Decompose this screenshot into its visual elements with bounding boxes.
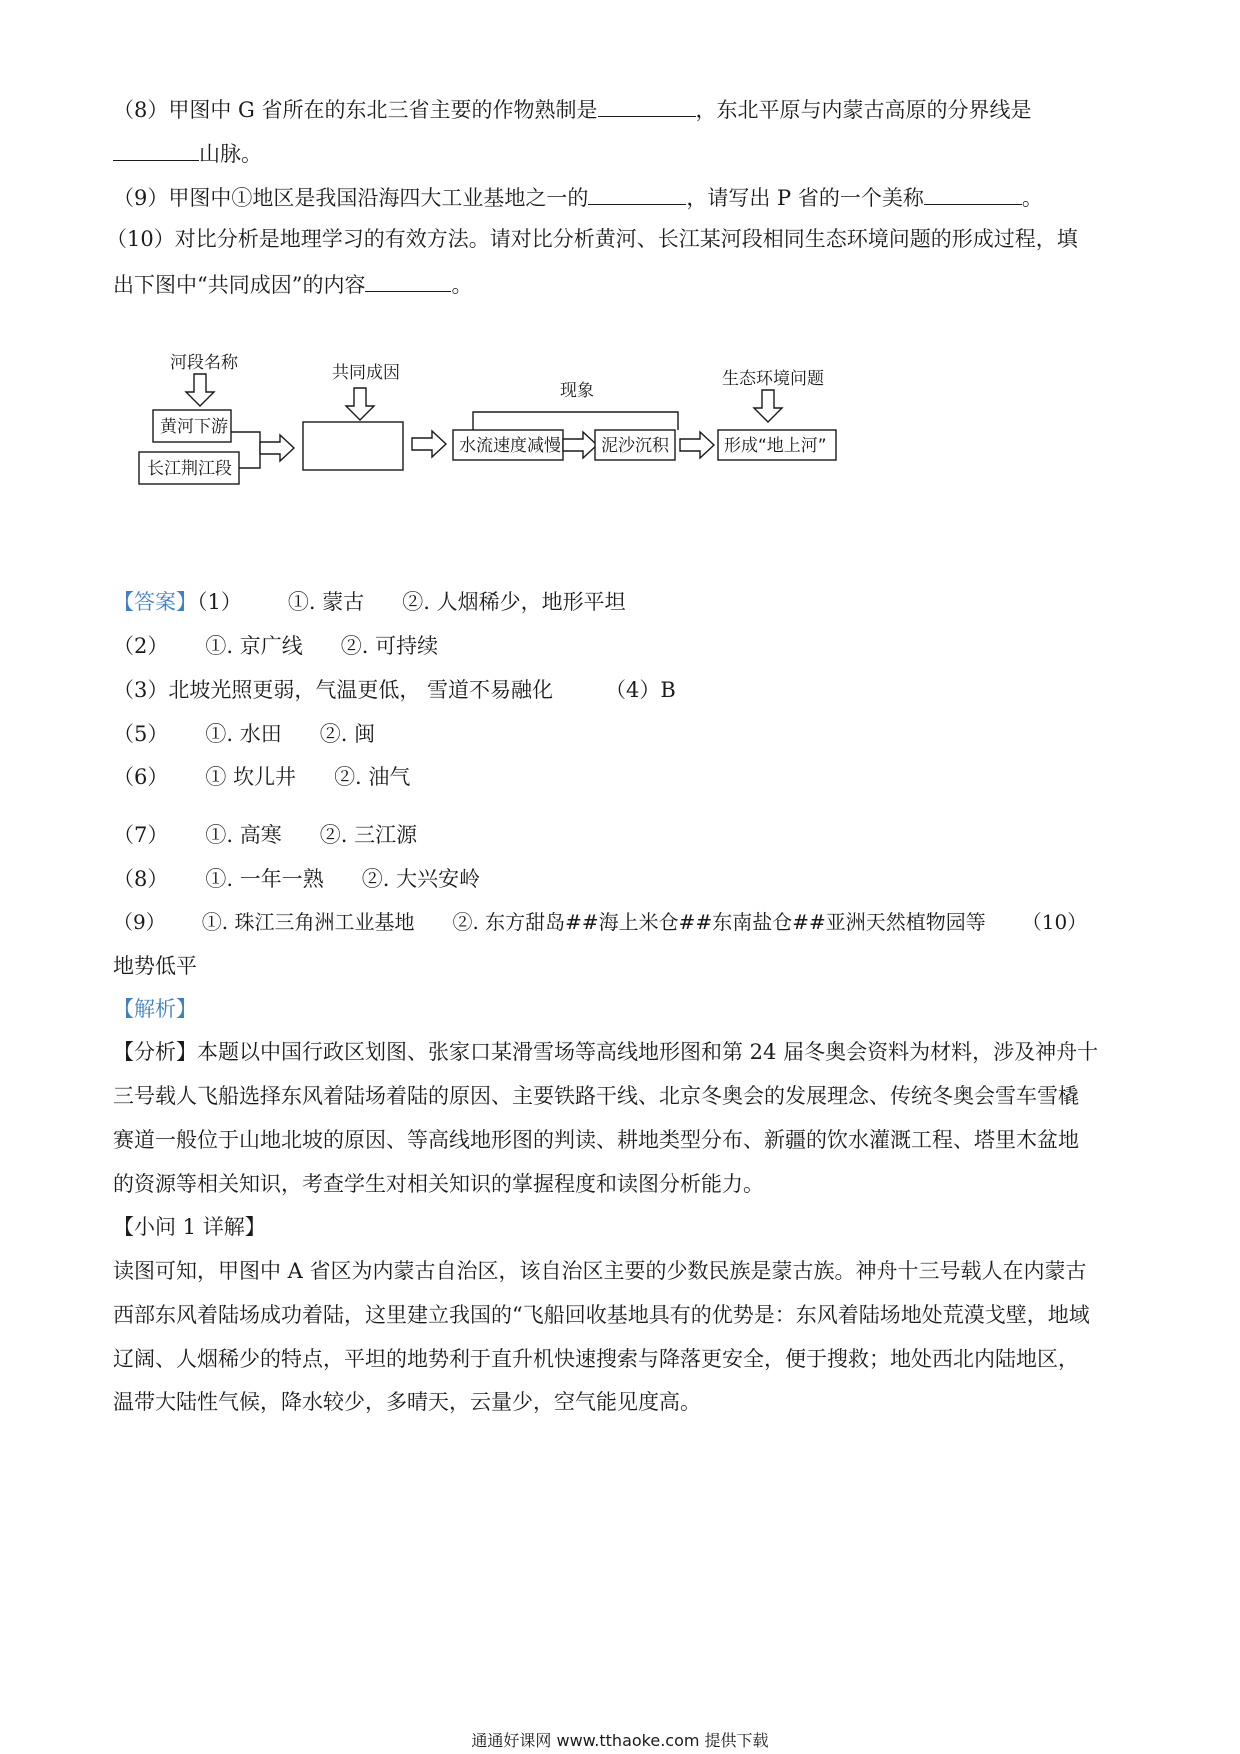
answer-5-line: （5） ①. 水田 ②. 闽 — [113, 722, 376, 746]
sediment-label: 泥沙沉积 — [601, 436, 669, 456]
right-arrow-icon — [260, 435, 294, 461]
water-slow-label: 水流速度减慢 — [459, 436, 561, 456]
answer-6-line: （6） ① 坎儿井 ②. 油气 — [113, 765, 411, 789]
down-arrow-icon — [346, 388, 374, 420]
eco-problem-label: 生态环境问题 — [722, 369, 824, 389]
answer-9-line: （9） ①. 珠江三角洲工业基地 ②. 东方甜岛##海上米仓##东南盐仓##亚洲天然植物园等 （10） — [113, 910, 1088, 934]
q9-line: （9）甲图中①地区是我国沿海四大工业基地之一的 ，请写出 P 省的一个美称 。 — [113, 186, 1043, 210]
answer-2-line: （2） ①. 京广线 ②. 可持续 — [113, 634, 439, 658]
sub-question-1-text-3: 辽阔、人烟稀少的特点，平坦的地势利于直升机快速搜索与降落更安全，便于搜救；地处西北内陆地区， — [113, 1347, 1079, 1371]
answer-7-line: （7） ①. 高寒 ②. 三江源 — [113, 823, 418, 847]
yangtze-label: 长江荆江段 — [147, 459, 232, 479]
answer-10-line: 地势低平 — [113, 954, 197, 978]
analysis-text-4: 的资源等相关知识，考查学生对相关知识的掌握程度和读图分析能力。 — [113, 1172, 764, 1196]
q8-line-2: 山脉。 — [113, 142, 262, 165]
answer-3-line: （3）北坡光照更弱，气温更低， 雪道不易融化 （4）B — [113, 678, 676, 702]
right-arrow-icon — [563, 432, 597, 458]
phenomenon-bracket — [473, 412, 678, 430]
answer-blank — [924, 186, 1022, 205]
common-cause-blank-box — [303, 422, 403, 470]
q10-line-1: （10）对比分析是地理学习的有效方法。请对比分析黄河、长江某河段相同生态环境问题的形成过程，填 — [106, 227, 1078, 251]
suspended-river-label: 形成“地上河” — [724, 436, 827, 456]
right-arrow-icon — [680, 432, 714, 458]
sub-question-1-text-2: 西部东风着陆场成功着陆，这里建立我国的“飞船回收基地具有的优势是：东风着陆场地处荒漠戈壁，地域 — [113, 1303, 1090, 1327]
cause-flow-diagram — [147, 353, 950, 560]
answer-blank — [598, 98, 696, 117]
phenomenon-label: 现象 — [560, 381, 594, 401]
footer: 通通好课网 www.tthaoke.com 提供下载 — [471, 1731, 769, 1750]
analysis-text-3: 赛道一般位于山地北坡的原因、等高线地形图的判读、耕地类型分布、新疆的饮水灌溉工程、塔里木盆地 — [113, 1128, 1079, 1152]
right-arrow-icon — [412, 431, 446, 457]
sub-question-1-text-4: 温带大陆性气候，降水较少，多晴天，云量少，空气能见度高。 — [113, 1390, 701, 1414]
analysis-label: 【解析】 — [113, 997, 197, 1021]
sub-question-1-title: 【小问 1 详解】 — [113, 1215, 266, 1239]
river-section-label: 河段名称 — [170, 353, 238, 373]
q8-line-1: （8）甲图中 G 省所在的东北三省主要的作物熟制是 ，东北平原与内蒙古高原的分界线是 — [113, 98, 1032, 122]
answer-8-line: （8） ①. 一年一熟 ②. 大兴安岭 — [113, 867, 481, 891]
answer-blank — [365, 273, 451, 292]
answer-blank — [113, 142, 199, 161]
down-arrow-icon — [754, 390, 782, 422]
answer-label: 【答案】 — [113, 590, 197, 614]
q10-line-2: 出下图中“共同成因”的内容 。 — [113, 273, 473, 297]
analysis-text-1: 【分析】本题以中国行政区划图、张家口某滑雪场等高线地形图和第 24 届冬奥会资料为材料，涉及神舟十 — [113, 1040, 1099, 1064]
answer-blank — [588, 186, 686, 205]
down-arrow-icon — [186, 374, 214, 406]
analysis-text-2: 三号载人飞船选择东风着陆场着陆的原因、主要铁路干线、北京冬奥会的发展理念、传统冬奥会雪车雪橇 — [113, 1084, 1079, 1108]
sub-question-1-text-1: 读图可知，甲图中 A 省区为内蒙古自治区，该自治区主要的少数民族是蒙古族。神舟十三号载人在内蒙古 — [113, 1259, 1087, 1283]
answer-1-line: 【答案】（1） ①. 蒙古 ②. 人烟稀少，地形平坦 — [113, 590, 626, 614]
common-cause-label: 共同成因 — [332, 363, 400, 383]
yellow-river-label: 黄河下游 — [160, 417, 228, 437]
